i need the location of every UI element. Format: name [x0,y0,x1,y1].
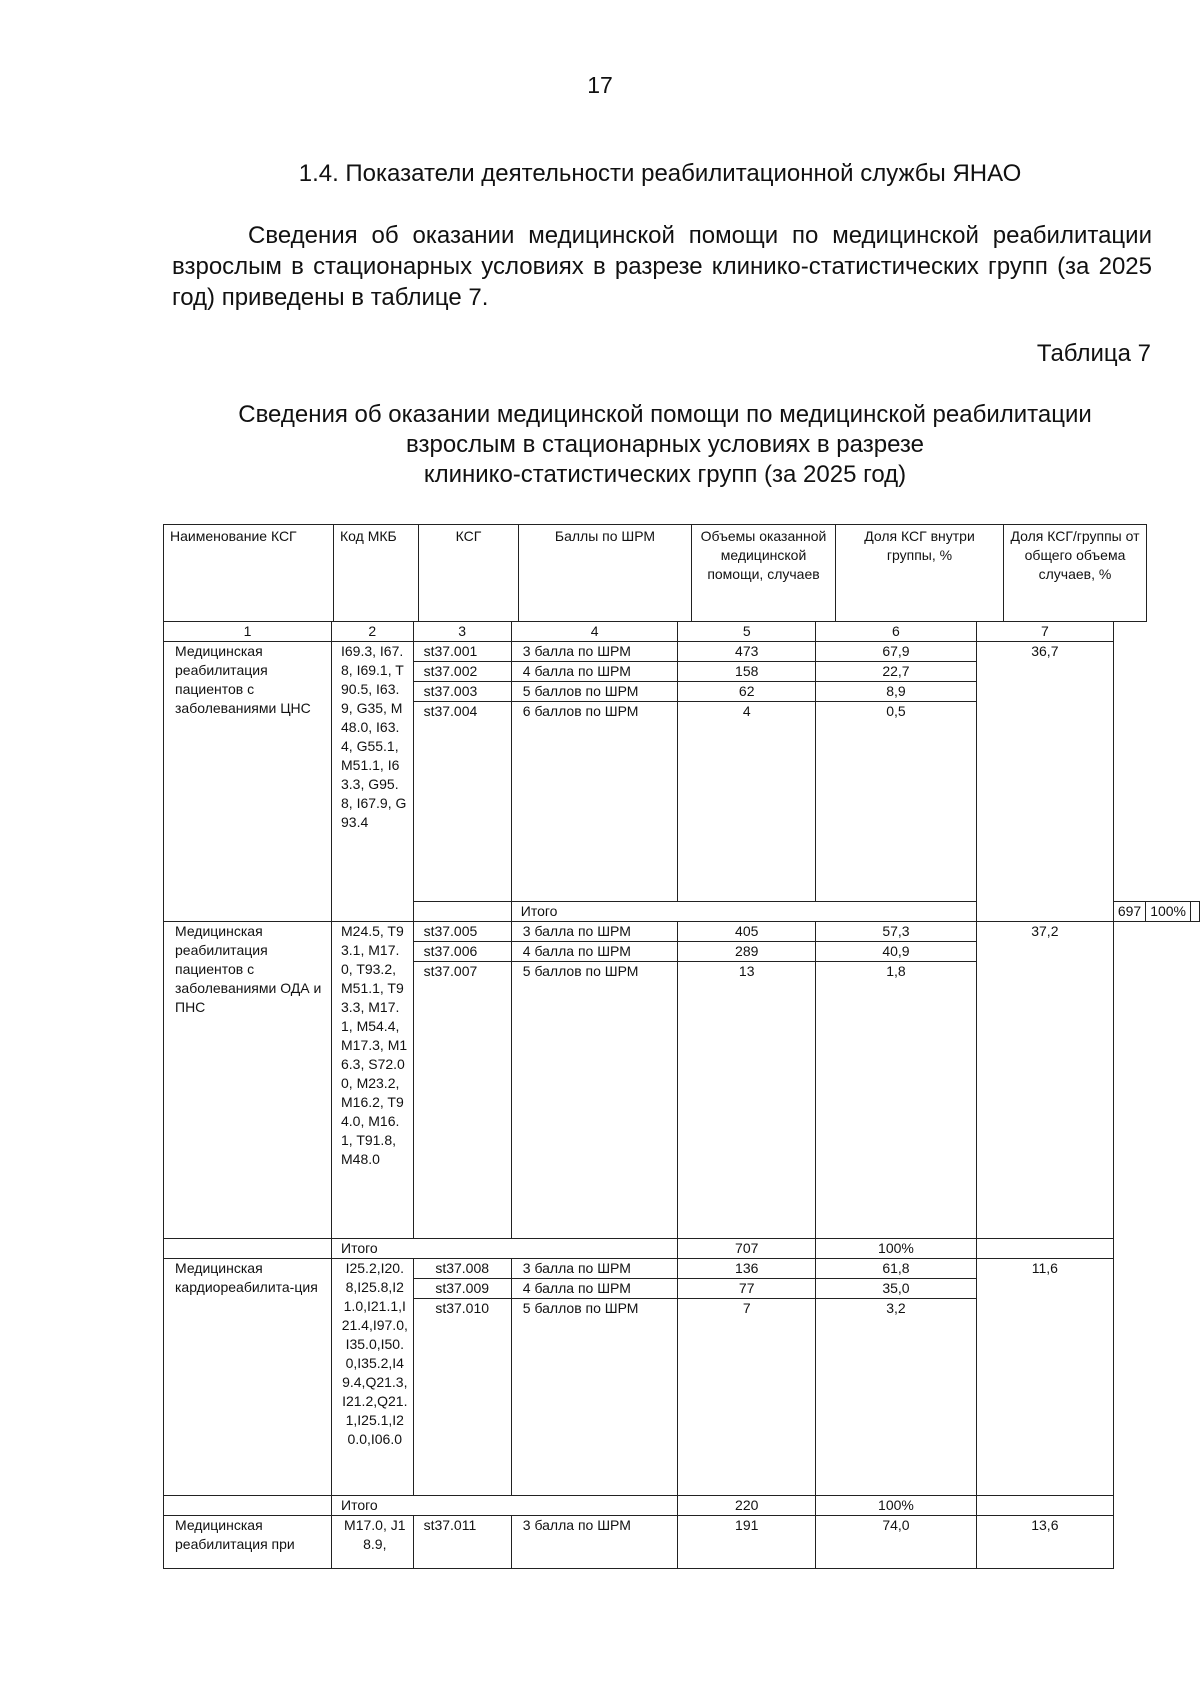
volume-value: 158 [678,662,816,682]
ksg-code: st37.009 [413,1279,511,1299]
volume-value: 136 [678,1259,816,1279]
header-share-in-group: Доля КСГ внутри группы, % [836,525,1004,622]
total-volume: 697 [1113,902,1145,922]
ksg-code: st37.005 [413,922,511,942]
total-label: Итого [332,1239,678,1259]
group-name: Медицинская кардиореабилита-ция [164,1259,332,1496]
shrm-score: 5 баллов по ШРМ [511,682,678,702]
mkb-codes: M24.5, T93.1, M17.0, T93.2, M51.1, T93.3, M17.1, M54.4, M17.3, M16.3, S72.00, M23.2, M16.2, T94.0, M16.1, T91.8, M48.0 [332,922,414,1239]
ksg-code: st37.010 [413,1299,511,1496]
shrm-score: 3 балла по ШРМ [511,922,678,942]
volume-value: 289 [678,942,816,962]
share-total-value: 37,2 [976,922,1113,1239]
mkb-codes: M17.0, J18.9, [332,1516,414,1569]
column-number: 7 [976,622,1113,642]
volume-value: 77 [678,1279,816,1299]
column-number: 3 [413,622,511,642]
volume-value: 7 [678,1299,816,1496]
group-name: Медицинская реабилитация пациентов с заболеваниями ЦНС [164,642,332,922]
header-share-total: Доля КСГ/группы от общего объема случаев, % [1004,525,1147,622]
ksg-code: st37.011 [413,1516,511,1569]
volume-value: 4 [678,702,816,902]
ksg-code: st37.008 [413,1259,511,1279]
table-title-line: Сведения об оказании медицинской помощи по медицинской реабилитации [238,401,1092,428]
total-share: 100% [816,1239,977,1259]
shrm-score: 5 баллов по ШРМ [511,962,678,1239]
share-value: 0,5 [816,702,977,902]
column-number: 1 [164,622,332,642]
column-number: 5 [678,622,816,642]
table-title [160,400,1170,490]
column-number: 6 [816,622,977,642]
ksg-code: st37.007 [413,962,511,1239]
volume-value: 405 [678,922,816,942]
header-mkb: Код МКБ [334,525,419,622]
total-volume: 707 [678,1239,816,1259]
table-label: Таблица 7 [1036,340,1151,367]
column-number: 2 [332,622,414,642]
ksg-code: st37.004 [413,702,511,902]
ksg-code: st37.003 [413,682,511,702]
share-value: 67,9 [816,642,977,662]
shrm-score: 3 балла по ШРМ [511,1516,678,1569]
data-table [163,621,1200,1569]
mkb-codes: I25.2,I20.8,I25.8,I21.0,I21.1,I21.4,I97.0,I35.0,I50.0,I35.2,I49.4,Q21.3,I21.2,Q21.1,I25.1,I20.0,I06.0 [332,1259,414,1496]
shrm-score: 3 балла по ШРМ [511,1259,678,1279]
table-title-line: клинико-статистических групп (за 2025 год) [423,461,907,488]
ksg-code: st37.001 [413,642,511,662]
share-total-value: 36,7 [976,642,1113,922]
group-name: Медицинская реабилитация пациентов с заболеваниями ОДА и ПНС [164,922,332,1239]
header-ksg: КСГ [419,525,519,622]
share-value: 40,9 [816,942,977,962]
shrm-score: 4 балла по ШРМ [511,662,678,682]
ksg-code: st37.006 [413,942,511,962]
shrm-score: 3 балла по ШРМ [511,642,678,662]
share-value: 22,7 [816,662,977,682]
share-value: 35,0 [816,1279,977,1299]
total-label: Итого [511,902,976,922]
total-volume: 220 [678,1496,816,1516]
share-value: 1,8 [816,962,977,1239]
share-total-value: 13,6 [976,1516,1113,1569]
mkb-codes: I69.3, I67.8, I69.1, T90.5, I63.9, G35, M48.0, I63.4, G55.1, M51.1, I63.3, G95.8, I67.9, G93.4 [332,642,414,922]
shrm-score: 6 баллов по ШРМ [511,702,678,902]
header-volume: Объемы оказанной медицинской помощи, случаев [692,525,836,622]
volume-value: 473 [678,642,816,662]
ksg-code: st37.002 [413,662,511,682]
volume-value: 13 [678,962,816,1239]
shrm-score: 4 балла по ШРМ [511,942,678,962]
total-share: 100% [1146,902,1191,922]
shrm-score: 4 балла по ШРМ [511,1279,678,1299]
share-value: 61,8 [816,1259,977,1279]
share-value: 74,0 [816,1516,977,1569]
shrm-score: 5 баллов по ШРМ [511,1299,678,1496]
column-number: 4 [511,622,678,642]
group-name: Медицинская реабилитация при [164,1516,332,1569]
share-value: 3,2 [816,1299,977,1496]
header-name: Наименование КСГ [164,525,334,622]
share-value: 57,3 [816,922,977,942]
intro-paragraph: Сведения об оказании медицинской помощи по медицинской реабилитации взрослым в стационарных условиях в разрезе клинико-статистических групп (за 2025 год) приведены в таблице 7. [172,222,1152,311]
volume-value: 191 [678,1516,816,1569]
table-header [163,524,1147,622]
total-label: Итого [332,1496,678,1516]
share-value: 8,9 [816,682,977,702]
table-title-line: взрослым в стационарных условиях в разрезе [406,431,924,458]
header-shrm: Баллы по ШРМ [519,525,692,622]
section-heading: 1.4. Показатели деятельности реабилитационной службы ЯНАО [298,160,1022,187]
volume-value: 62 [678,682,816,702]
share-total-value: 11,6 [976,1259,1113,1496]
total-share: 100% [816,1496,977,1516]
page-number: 17 [587,72,613,98]
